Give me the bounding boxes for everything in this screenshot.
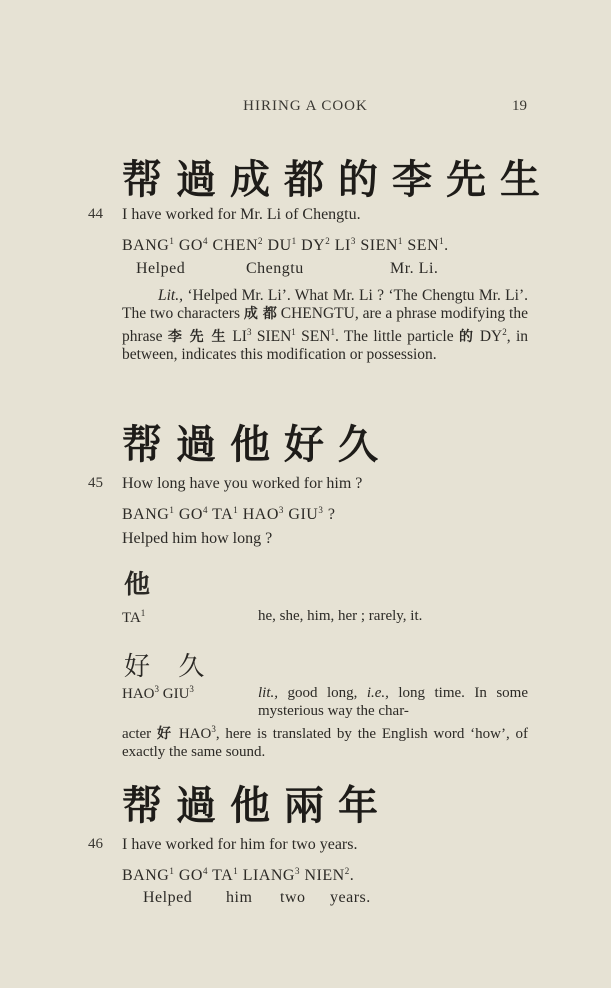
chinese-heading-46: 帮過他兩年 bbox=[122, 783, 392, 829]
vocab-romanization-ta: $TA^1$ bbox=[122, 608, 146, 626]
english-sentence-46: I have worked for him for two years. bbox=[122, 836, 358, 853]
sentence-number-45: 45 bbox=[88, 475, 103, 491]
explanatory-note-44: Lit., ‘Helped Mr. Li’. What Mr. Li ? ‘The Chengtu Mr. Li’. The two characters 成 都 CHENGTU, are a phrase modifying the phrase 李 先 生 $LI^3$ SIEN$^1$ SEN$^1$. The little particle 的 $DY^2$, in between, indicates this modification or possession. bbox=[122, 287, 528, 364]
vocab-chinese-hao-giu: 好 久 bbox=[124, 652, 215, 682]
gloss-word: Chengtu bbox=[246, 260, 304, 277]
sentence-number-46: 46 bbox=[88, 836, 103, 852]
english-sentence-45: How long have you worked for him ? bbox=[122, 475, 363, 492]
vocab-definition-ta: he, she, him, her ; rarely, it. bbox=[258, 608, 423, 624]
vocab-definition-hao-giu-part2: acter 好 HAO$^3$, here is translated by the English word ‘how’, of exactly the same sound. bbox=[122, 724, 529, 760]
gloss-line-45: Helped him how long ? bbox=[122, 530, 273, 547]
vocab-romanization-hao-giu: HAO$^3$ GIU$^3$ bbox=[122, 684, 194, 702]
romanization-45: BANG$^1$ $GO^4$ $TA^1$ HAO$^3$ GIU$^3$ ? bbox=[122, 505, 336, 523]
gloss-word: Mr. Li. bbox=[390, 260, 439, 277]
running-head: HIRING A COOK bbox=[243, 98, 368, 114]
vocab-definition-hao-giu-part1: lit., good long, i.e., long time. In some mysterious way the char- bbox=[258, 685, 528, 719]
chinese-heading-45: 帮過他好久 bbox=[122, 422, 392, 468]
chinese-heading-44: 帮過成都的李先生 bbox=[122, 157, 554, 203]
gloss-word: two bbox=[280, 889, 306, 906]
gloss-word: Helped bbox=[136, 260, 186, 277]
english-sentence-44: I have worked for Mr. Li of Chengtu. bbox=[122, 206, 361, 223]
gloss-word: him bbox=[226, 889, 253, 906]
page-number: 19 bbox=[512, 98, 527, 114]
vocab-chinese-ta: 他 bbox=[124, 570, 161, 600]
gloss-word: Helped bbox=[143, 889, 193, 906]
gloss-word: years. bbox=[330, 889, 371, 906]
romanization-46: BANG$^1$ $GO^4$ $TA^1$ LIANG$^3$ NIEN$^2$. bbox=[122, 866, 355, 884]
sentence-number-44: 44 bbox=[88, 206, 103, 222]
romanization-44: BANG$^1$ $GO^4$ CHEN$^2$ $DU^1$ $DY^2$ $LI^3$ SIEN$^1$ SEN$^1$. bbox=[122, 236, 449, 254]
